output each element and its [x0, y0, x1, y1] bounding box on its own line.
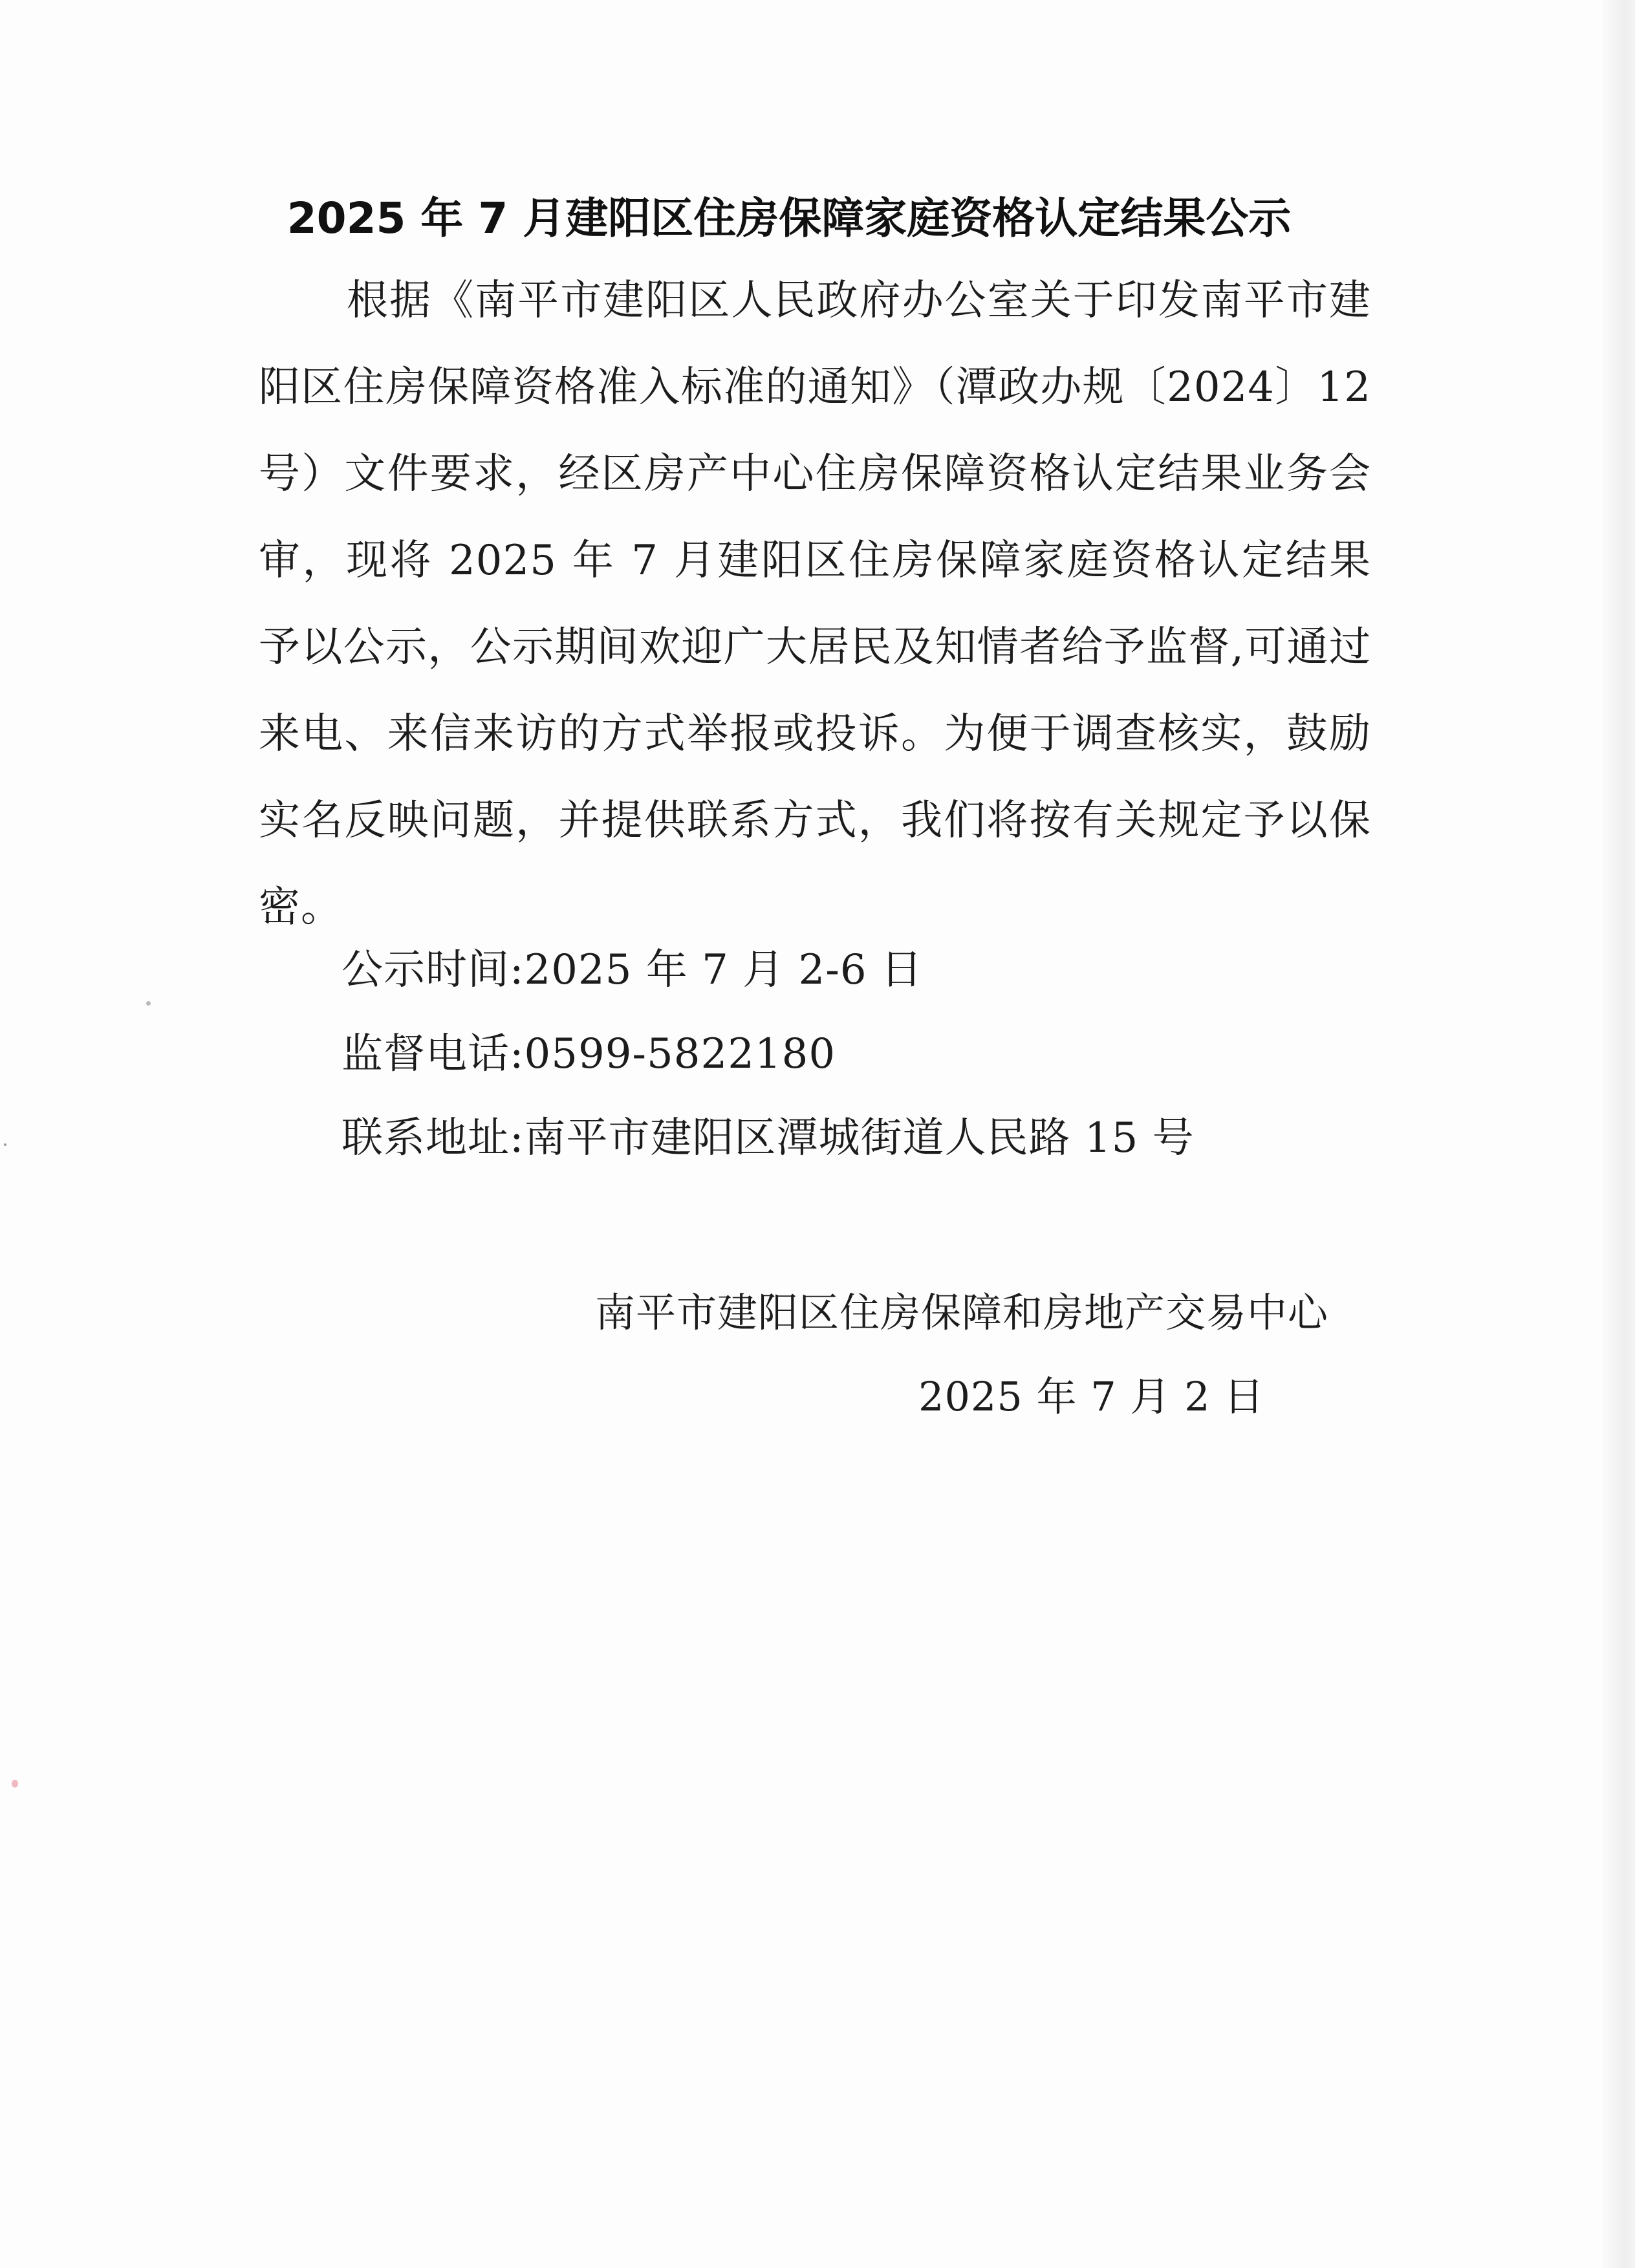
notice-body: 根据《南平市建阳区人民政府办公室关于印发南平市建阳区住房保障资格准入标准的通知》（潭政办规〔2024〕12号）文件要求，经区房产中心住房保障资格认定结果业务会审，现将 2025 年 7 月建阳区住房保障家庭资格认定结果予以公示，公示期间欢迎广大居民及知情者给予监督,可通过来电、来信来访的方式举报或投诉。为便于调查核实，鼓励实名反映问题，并提供联系方式，我们将按有关规定予以保密。 [259, 277, 1371, 931]
scan-speck [4, 1143, 6, 1146]
document-title: 2025 年 7 月建阳区住房保障家庭资格认定结果公示 [287, 193, 1292, 243]
scan-edge-shadow [1603, 0, 1635, 2268]
issuer-name: 南平市建阳区住房保障和房地产交易中心 [595, 1289, 1329, 1336]
issue-date: 2025 年 7 月 2 日 [918, 1373, 1265, 1420]
scan-speck [146, 1001, 151, 1006]
notice-time: 公示时间:2025 年 7 月 2-6 日 [341, 946, 923, 994]
scan-speck [12, 1780, 18, 1787]
supervision-phone: 监督电话:0599-5822180 [341, 1030, 836, 1078]
contact-address: 联系地址:南平市建阳区潭城街道人民路 15 号 [341, 1114, 1195, 1162]
